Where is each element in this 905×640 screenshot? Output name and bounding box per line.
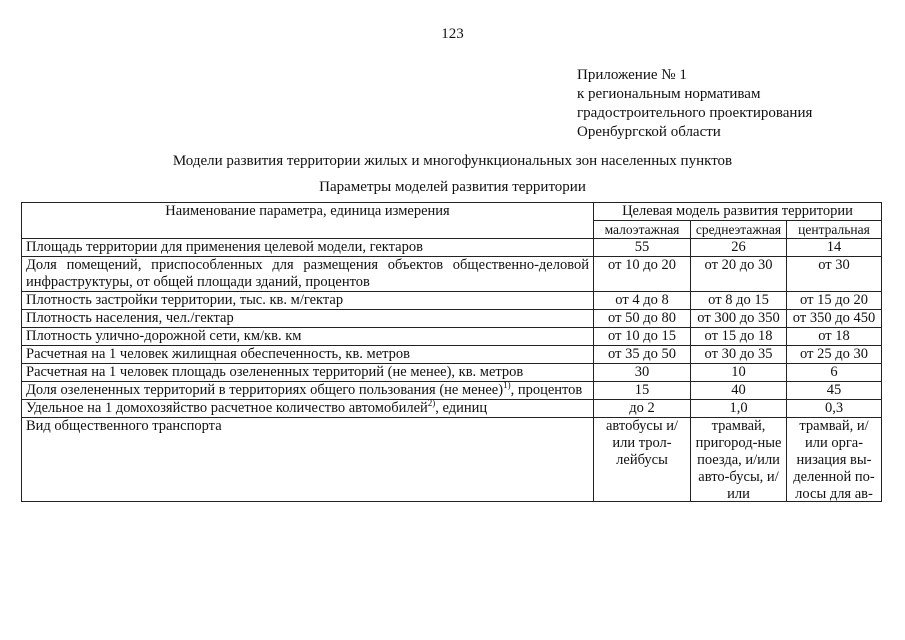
cell-mid: 40 xyxy=(691,382,787,400)
cell-low: 15 xyxy=(594,382,691,400)
cell-mid: от 30 до 35 xyxy=(691,346,787,364)
cell-low: 55 xyxy=(594,239,691,257)
row-name: Площадь территории для применения целевой модели, гектаров xyxy=(22,239,594,257)
row-name xyxy=(22,400,594,418)
cell-cen: 0,3 xyxy=(787,400,882,418)
cell-mid: от 15 до 18 xyxy=(691,328,787,346)
table-row xyxy=(22,400,882,418)
cell-mid: 10 xyxy=(691,364,787,382)
table-row xyxy=(22,418,882,502)
appendix-line-2: к региональным нормативам xyxy=(577,86,761,102)
header-parameter-name: Наименование параметра, единица измерения xyxy=(22,203,594,239)
cell-low: от 50 до 80 xyxy=(594,310,691,328)
cell-mid: 1,0 xyxy=(691,400,787,418)
cell-cen: 6 xyxy=(787,364,882,382)
document-title: Модели развития территории жилых и многофункциональных зон населенных пунктов xyxy=(172,153,733,169)
cell-low: до 2 xyxy=(594,400,691,418)
table-header-row xyxy=(22,203,882,221)
table-row xyxy=(22,328,882,346)
cell-mid: 26 xyxy=(691,239,787,257)
table-row xyxy=(22,310,882,328)
cell-low: 30 xyxy=(594,364,691,382)
cell-cen: 14 xyxy=(787,239,882,257)
table-row xyxy=(22,257,882,292)
cell-low: от 4 до 8 xyxy=(594,292,691,310)
table-row xyxy=(22,239,882,257)
row-name: Плотность населения, чел./гектар xyxy=(22,310,594,328)
table-row xyxy=(22,364,882,382)
row-name: Расчетная на 1 человек площадь озелененных территорий (не менее), кв. метров xyxy=(22,364,594,382)
cell-low: от 35 до 50 xyxy=(594,346,691,364)
header-mid-rise: среднеэтажная xyxy=(691,221,787,239)
row-name-text: Удельное на 1 домохозяйство расчетное количество автомобилей xyxy=(26,400,428,416)
cell-cen xyxy=(787,418,882,502)
row-name-unit: , процентов xyxy=(510,382,583,398)
row-name-text: Доля озелененных территорий в территориях общего пользования (не менее) xyxy=(26,382,504,398)
row-name: Плотность застройки территории, тыс. кв. м/гектар xyxy=(22,292,594,310)
cell-cen: от 350 до 450 xyxy=(787,310,882,328)
header-low-rise: малоэтажная xyxy=(594,221,691,239)
table-row xyxy=(22,346,882,364)
table-title: Параметры моделей развития территории xyxy=(319,179,586,195)
table-row xyxy=(22,292,882,310)
cell-cen: от 25 до 30 xyxy=(787,346,882,364)
row-name: Плотность улично-дорожной сети, км/кв. км xyxy=(22,328,594,346)
appendix-line-1: Приложение № 1 xyxy=(577,67,687,83)
header-central: центральная xyxy=(787,221,882,239)
cell-mid: от 8 до 15 xyxy=(691,292,787,310)
footnote-mark: 1) xyxy=(503,380,511,391)
cell-low-text: автобусы и/или трол-лейбусы xyxy=(606,418,678,468)
cell-cen-text: трамвай, и/или орга-низация вы-деленной по-лосы для ав- xyxy=(793,418,875,501)
table-row xyxy=(22,382,882,400)
cell-cen: 45 xyxy=(787,382,882,400)
cell-mid: от 300 до 350 xyxy=(691,310,787,328)
cell-cen: от 18 xyxy=(787,328,882,346)
row-name: Вид общественного транспорта xyxy=(22,418,594,502)
appendix-line-3: градостроительного проектирования xyxy=(577,105,813,121)
cell-mid-text: трамвай, пригород-ные поезда, и/или авто-бусы, и/или xyxy=(695,418,782,501)
cell-mid: от 20 до 30 xyxy=(691,257,787,292)
appendix-note xyxy=(577,66,812,142)
cell-low: от 10 до 20 xyxy=(594,257,691,292)
parameters-table xyxy=(21,202,882,502)
footnote-mark: 2) xyxy=(427,398,436,409)
appendix-line-4: Оренбургской области xyxy=(577,124,721,140)
cell-cen: от 30 xyxy=(787,257,882,292)
row-name xyxy=(22,382,594,400)
row-name: Доля помещений, приспособленных для размещения объектов общественно-деловой инфраструктуры, от общей площади зданий, процентов xyxy=(22,257,594,292)
cell-mid xyxy=(691,418,787,502)
header-target-model: Целевая модель развития территории xyxy=(594,203,882,221)
cell-cen: от 15 до 20 xyxy=(787,292,882,310)
page-number: 123 xyxy=(441,26,464,42)
row-name: Расчетная на 1 человек жилищная обеспеченность, кв. метров xyxy=(22,346,594,364)
row-name-unit: , единиц xyxy=(435,400,488,416)
cell-low xyxy=(594,418,691,502)
cell-low: от 10 до 15 xyxy=(594,328,691,346)
